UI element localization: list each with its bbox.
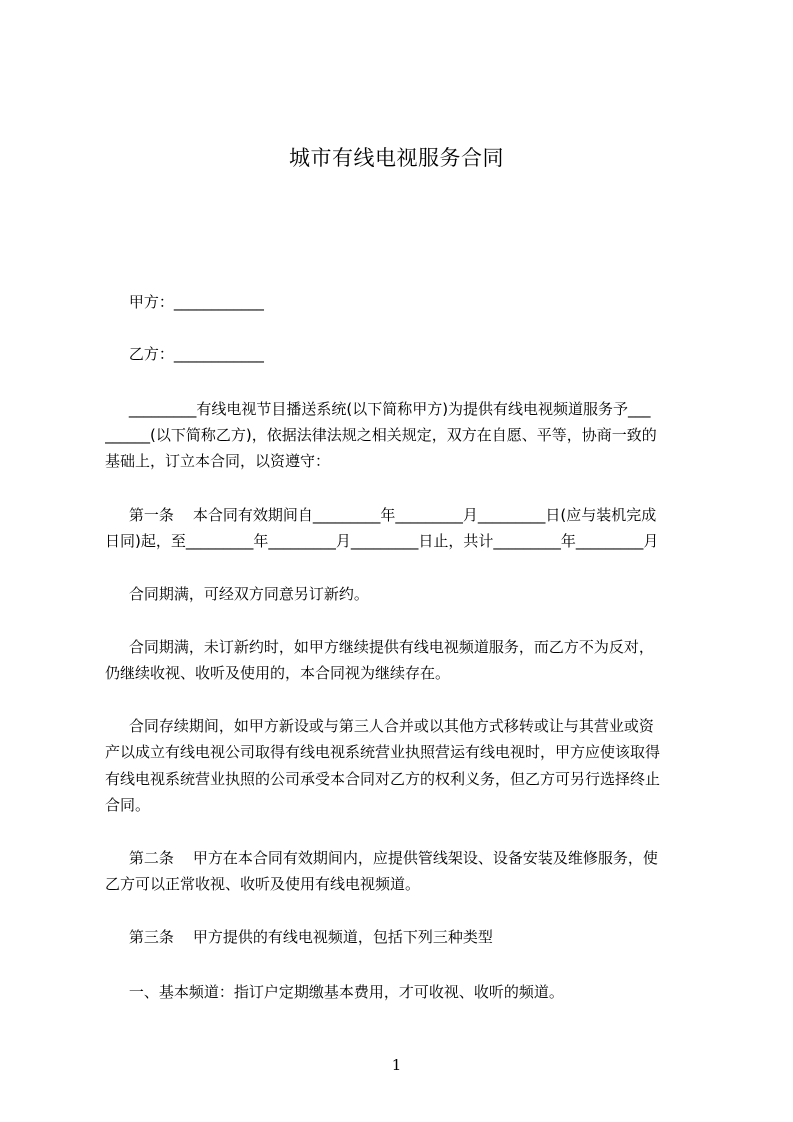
document-title: 城市有线电视服务合同 — [289, 146, 504, 170]
renewal-paragraph: 合同期满，可经双方同意另订新约。 — [105, 585, 369, 603]
transfer-line-2: 产以成立有线电视公司取得有线电视系统营业执照营运有线电视时，甲方应使该取得 — [105, 743, 661, 761]
page-number: 1 — [391, 1056, 402, 1074]
basic-channel-line: 一、基本频道：指订户定期缴基本费用，才可收视、收听的频道。 — [105, 983, 564, 1001]
transfer-line-1: 合同存续期间，如甲方新设或与第三人合并或以其他方式移转或让与其营业或资 — [105, 717, 654, 735]
transfer-line-3: 有线电视系统营业执照的公司承受本合同对乙方的权利义务，但乙方可另行选择终止 — [105, 770, 661, 788]
continuation-line-1: 合同期满，未订新约时，如甲方继续提供有线电视频道服务，而乙方不为反对， — [105, 638, 654, 656]
article-2-line-1: 第二条 甲方在本合同有效期间内，应提供管线架设、设备安装及维修服务，使 — [105, 849, 658, 867]
preamble-line-2: ______(以下简称乙方)，依据法律法规之相关规定，双方在自愿、平等，协商一致的 — [105, 426, 657, 444]
continuation-line-2: 仍继续收视、收听及使用的，本合同视为继续存在。 — [105, 664, 451, 682]
preamble-line-3: 基础上，订立本合同，以资遵守： — [105, 452, 331, 470]
preamble-line-1: _________有线电视节目播送系统(以下简称甲方)为提供有线电视频道服务予___ — [105, 400, 651, 418]
transfer-line-4: 合同。 — [105, 796, 151, 814]
article-2-line-2: 乙方可以正常收视、收听及使用有线电视频道。 — [105, 875, 421, 893]
article-3-line: 第三条 甲方提供的有线电视频道，包括下列三种类型 — [105, 928, 493, 946]
party-a-line: 甲方：____________ — [105, 293, 264, 311]
party-b-line: 乙方：____________ — [105, 345, 264, 363]
article-1-line-2: 日同)起，至_________年_________月_________日止，共计_________年_________月 — [105, 532, 659, 550]
article-1-line-1: 第一条 本合同有效期间自_________年_________月_________日(应与装机完成 — [105, 506, 657, 524]
